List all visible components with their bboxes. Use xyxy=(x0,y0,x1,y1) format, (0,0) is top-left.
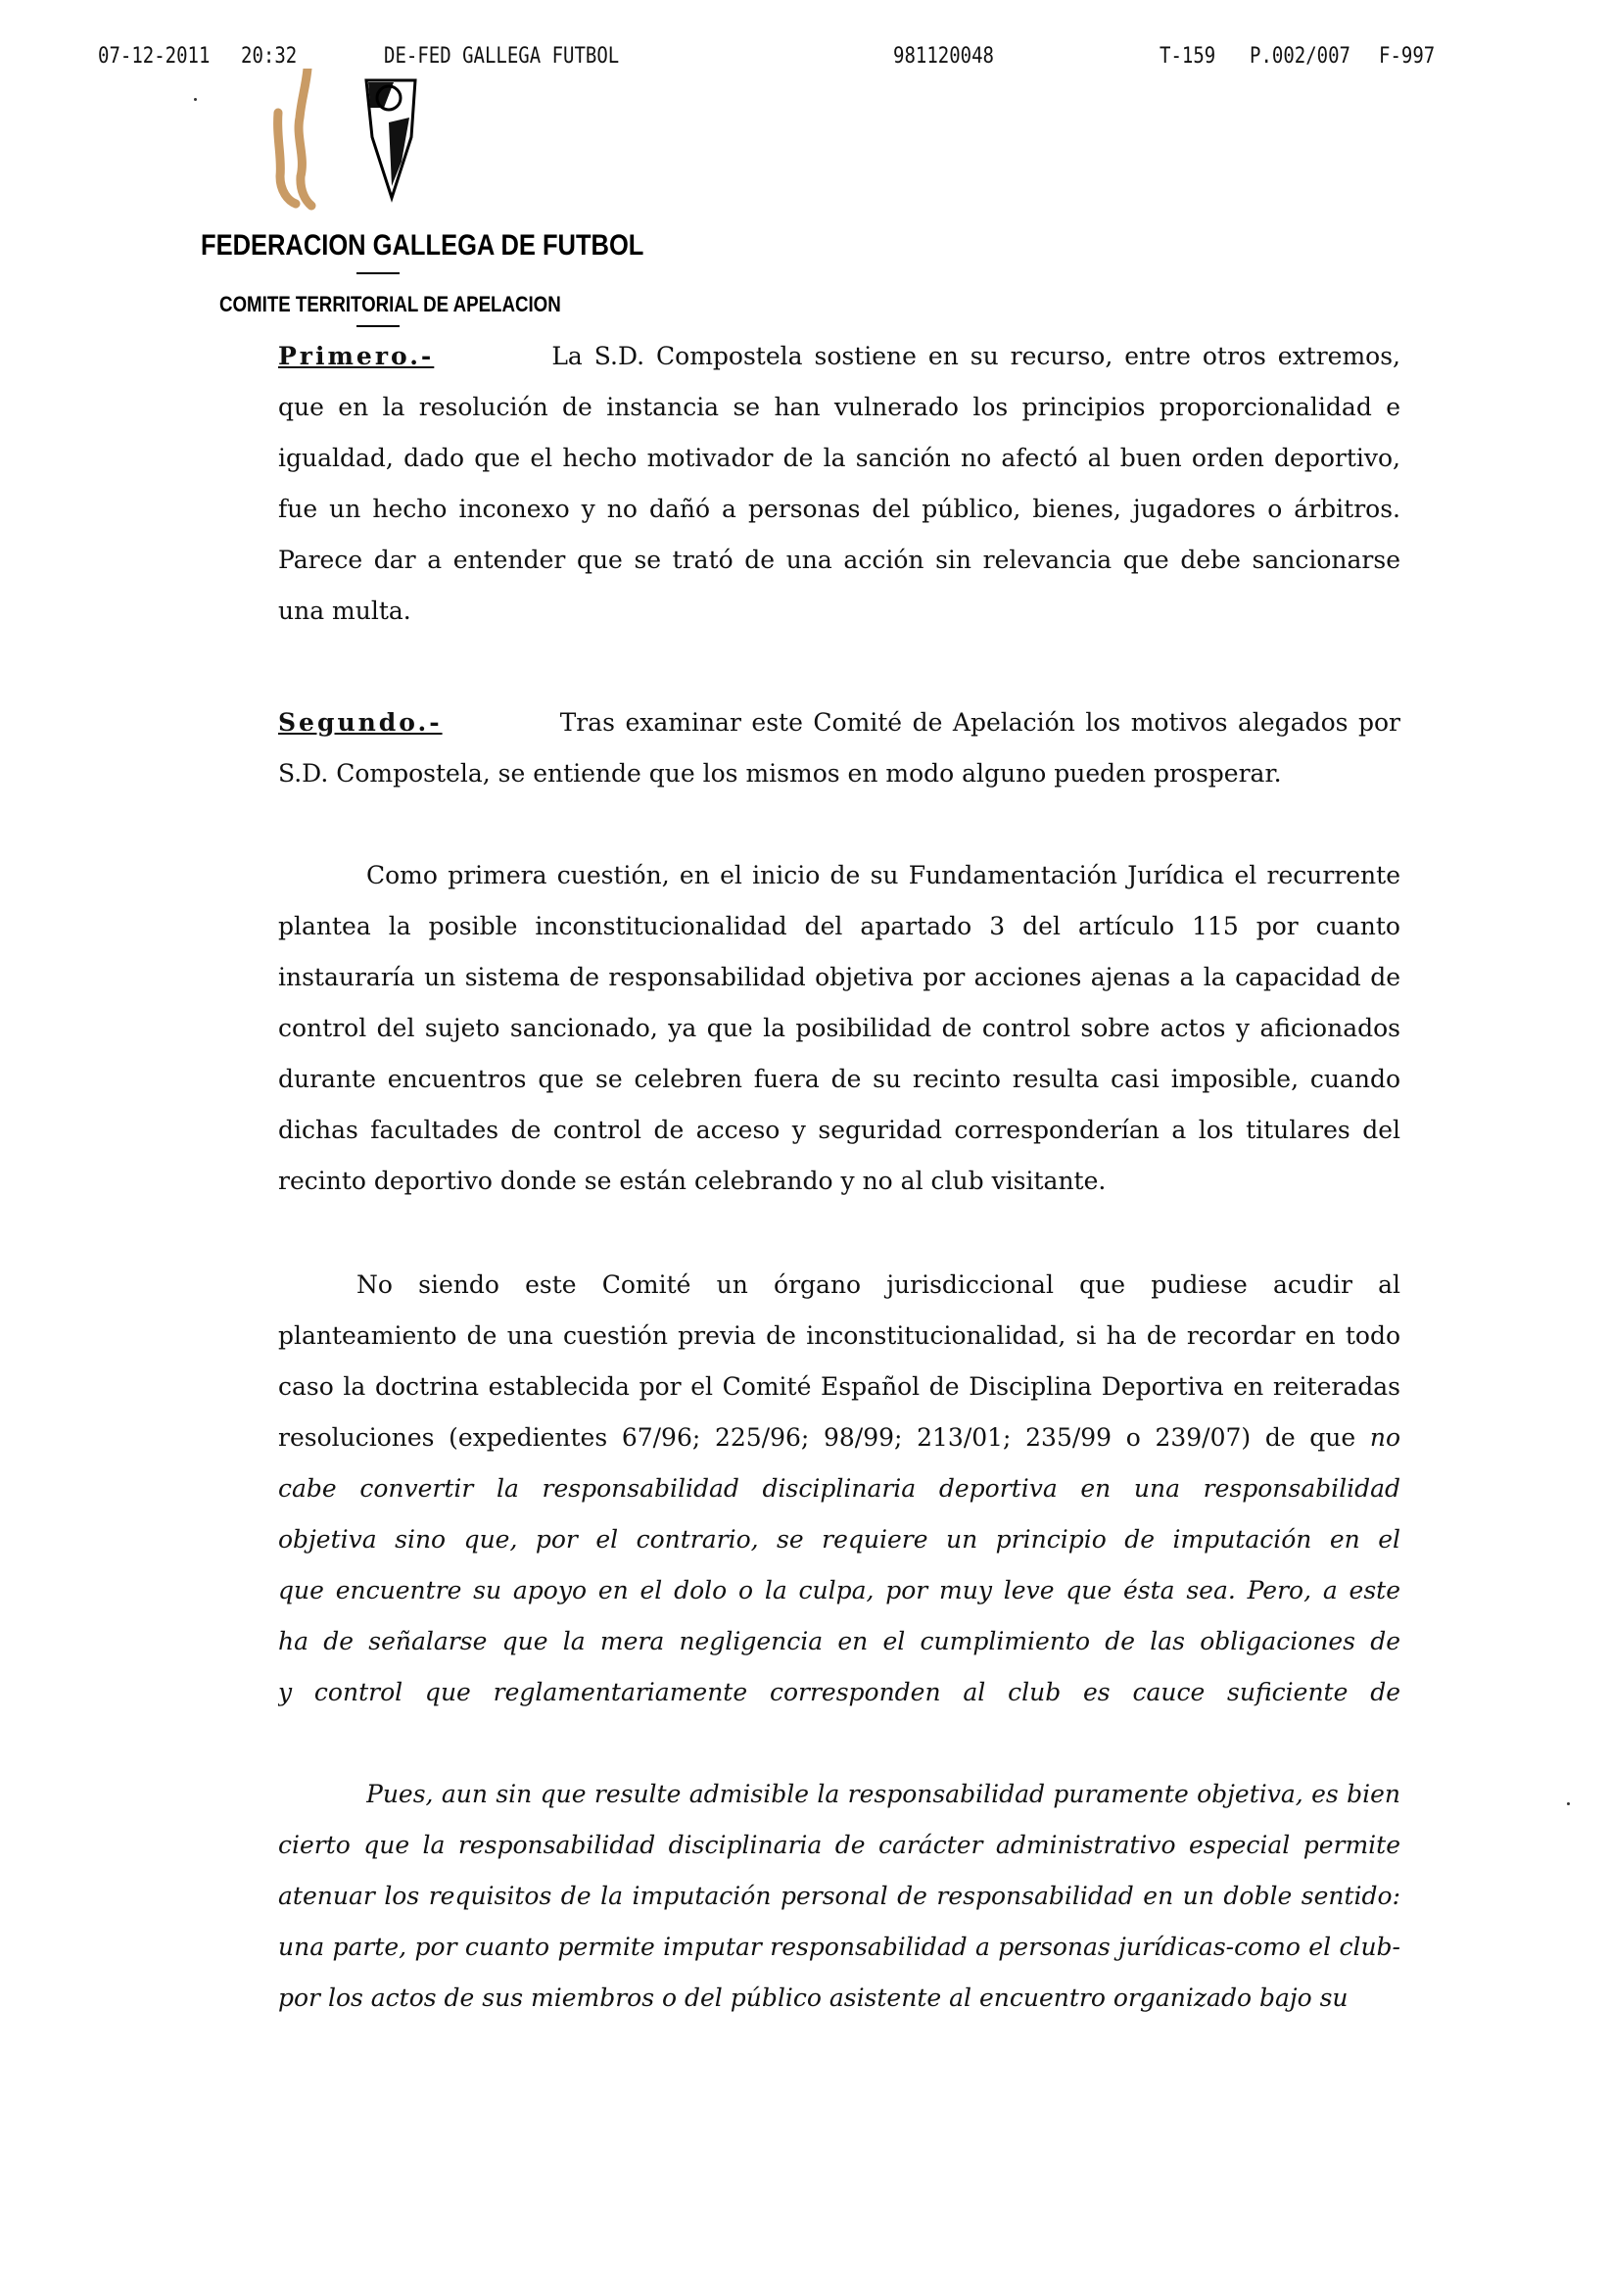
text-line xyxy=(278,1667,1400,1718)
regular-text: dichas facultades de control de acceso y seguridad corresponderían a los titulares del xyxy=(278,1116,1400,1144)
line-text xyxy=(366,1769,1400,1820)
regular-text: resoluciones (expedientes 67/96; 225/96; 98/99; 213/01; 235/99 o 239/07) de que xyxy=(278,1423,1356,1452)
letterhead-subtitle: COMITE TERRITORIAL DE APELACION xyxy=(219,292,561,316)
text-line xyxy=(278,1054,1400,1105)
text-line xyxy=(278,1003,1400,1054)
line-text xyxy=(278,1514,1400,1565)
line-text xyxy=(278,535,1400,586)
text-line xyxy=(278,1565,1400,1616)
italic-text: atenuar los requisitos de la imputación personal de responsabilidad en un doble sentido: xyxy=(278,1882,1400,1910)
regular-text: caso la doctrina establecida por el Comité Español de Disciplina Deportiva en reiteradas xyxy=(278,1372,1400,1401)
text-line xyxy=(278,1311,1400,1362)
italic-text: y control que reglamentariamente corresponden al club es cauce suficiente de xyxy=(278,1678,1400,1706)
text-line xyxy=(278,850,1400,901)
italic-text: Pues, aun sin que resulte admisible la responsabilidad puramente objetiva, es bien xyxy=(366,1780,1400,1808)
federation-crest-logo xyxy=(266,69,452,215)
line-text xyxy=(278,1871,1400,1922)
regular-text: control del sujeto sancionado, ya que la posibilidad de control sobre actos y aficionados xyxy=(278,1014,1400,1042)
text-line xyxy=(278,1412,1400,1463)
fax-time: 20:32 xyxy=(241,43,298,69)
divider xyxy=(356,325,400,327)
text-line xyxy=(278,1463,1400,1514)
text-line xyxy=(278,697,1400,748)
line-text xyxy=(278,1105,1400,1156)
line-text xyxy=(278,1362,1400,1412)
line-text xyxy=(551,331,1400,382)
scan-speck xyxy=(1567,1802,1570,1805)
divider xyxy=(356,272,400,274)
line-text xyxy=(278,484,1400,535)
letterhead-title: FEDERACION GALLEGA DE FUTBOL xyxy=(201,229,644,262)
regular-text: fue un hecho inconexo y no dañó a personas del público, bienes, jugadores o árbitros. xyxy=(278,495,1400,523)
italic-text: no xyxy=(1369,1423,1400,1452)
regular-text: que en la resolución de instancia se han vulnerado los principios proporcionalidad e xyxy=(278,393,1400,421)
regular-text: plantea la posible inconstitucionalidad del apartado 3 del artículo 115 por cuanto xyxy=(278,912,1400,940)
text-line xyxy=(278,1156,1400,1207)
text-line xyxy=(278,952,1400,1003)
regular-text: instauraría un sistema de responsabilidad objetiva por acciones ajenas a la capacidad de xyxy=(278,963,1400,991)
fax-page: P.002/007 xyxy=(1250,43,1350,69)
paragraph xyxy=(278,1260,1400,1718)
line-text xyxy=(278,1667,1400,1718)
text-line xyxy=(278,1616,1400,1667)
regular-text: durante encuentros que se celebren fuera de su recinto resulta casi imposible, cuando xyxy=(278,1065,1400,1093)
section-heading: Segundo.- xyxy=(278,708,443,737)
paragraph xyxy=(278,1769,1400,2024)
text-line xyxy=(278,586,1400,637)
line-text xyxy=(366,850,1400,901)
text-line xyxy=(278,433,1400,484)
fax-date: 07-12-2011 xyxy=(98,43,211,69)
regular-text: recinto deportivo donde se están celebrando y no al club visitante. xyxy=(278,1167,1107,1195)
text-line xyxy=(278,1362,1400,1412)
line-text xyxy=(278,1311,1400,1362)
italic-text: una parte, por cuanto permite imputar responsabilidad a personas jurídicas-como el club- xyxy=(278,1933,1400,1961)
regular-text: La S.D. Compostela sostiene en su recurso, entre otros extremos, xyxy=(551,342,1400,370)
line-text xyxy=(278,1412,1400,1463)
text-line xyxy=(278,484,1400,535)
regular-text: planteamiento de una cuestión previa de inconstitucionalidad, si ha de recordar en todo xyxy=(278,1321,1400,1350)
paragraph xyxy=(278,697,1400,799)
line-text xyxy=(278,433,1400,484)
italic-text: objetiva sino que, por el contrario, se requiere un principio de imputación en el xyxy=(278,1525,1400,1554)
text-line xyxy=(278,382,1400,433)
line-text xyxy=(356,1260,1400,1311)
line-text xyxy=(278,1003,1400,1054)
text-line xyxy=(278,535,1400,586)
italic-text: por los actos de sus miembros o del público asistente al encuentro organizado bajo su xyxy=(278,1984,1349,2012)
line-text xyxy=(278,1616,1400,1667)
fax-f-code: F-997 xyxy=(1379,43,1436,69)
regular-text: una multa. xyxy=(278,597,411,625)
text-line xyxy=(278,1514,1400,1565)
italic-text: cabe convertir la responsabilidad disciplinaria deportiva en una responsabilidad xyxy=(278,1474,1400,1503)
line-text xyxy=(278,1922,1400,1973)
fax-number: 981120048 xyxy=(893,43,994,69)
text-line xyxy=(278,1105,1400,1156)
regular-text: No siendo este Comité un órgano jurisdiccional que pudiese acudir al xyxy=(356,1270,1400,1299)
text-line xyxy=(278,901,1400,952)
text-line xyxy=(278,1260,1400,1311)
text-line xyxy=(278,1871,1400,1922)
line-text xyxy=(278,748,1400,799)
scan-speck xyxy=(194,98,197,101)
line-text xyxy=(278,1820,1400,1871)
fax-sender: DE-FED GALLEGA FUTBOL xyxy=(384,43,620,69)
text-line xyxy=(278,1973,1400,2024)
paragraph xyxy=(278,850,1400,1207)
italic-text: ha de señalarse que la mera negligencia en el cumplimiento de las obligaciones de xyxy=(278,1627,1400,1655)
regular-text: igualdad, dado que el hecho motivador de la sanción no afectó al buen orden deportivo, xyxy=(278,444,1400,472)
line-text xyxy=(560,697,1400,748)
line-text xyxy=(278,901,1400,952)
line-text xyxy=(278,1156,1400,1207)
line-text xyxy=(278,1463,1400,1514)
text-line xyxy=(278,331,1400,382)
text-line xyxy=(278,1922,1400,1973)
italic-text: cierto que la responsabilidad disciplinaria de carácter administrativo especial permite xyxy=(278,1831,1400,1859)
regular-text: S.D. Compostela, se entiende que los mismos en modo alguno pueden prosperar. xyxy=(278,759,1282,788)
text-line xyxy=(278,748,1400,799)
line-text xyxy=(278,1054,1400,1105)
text-line xyxy=(278,1820,1400,1871)
regular-text: Parece dar a entender que se trató de una acción sin relevancia que debe sancionarse xyxy=(278,546,1400,574)
line-text xyxy=(278,586,1400,637)
regular-text: Tras examinar este Comité de Apelación los motivos alegados por xyxy=(559,708,1400,737)
fax-t-code: T-159 xyxy=(1160,43,1216,69)
line-text xyxy=(278,1973,1400,2024)
line-text xyxy=(278,1565,1400,1616)
line-text xyxy=(278,382,1400,433)
line-text xyxy=(278,952,1400,1003)
regular-text: Como primera cuestión, en el inicio de su Fundamentación Jurídica el recurrente xyxy=(366,861,1400,889)
paragraph xyxy=(278,331,1400,637)
section-heading: Primero.- xyxy=(278,342,435,370)
text-line xyxy=(278,1769,1400,1820)
italic-text: que encuentre su apoyo en el dolo o la culpa, por muy leve que ésta sea. Pero, a este xyxy=(278,1576,1400,1604)
